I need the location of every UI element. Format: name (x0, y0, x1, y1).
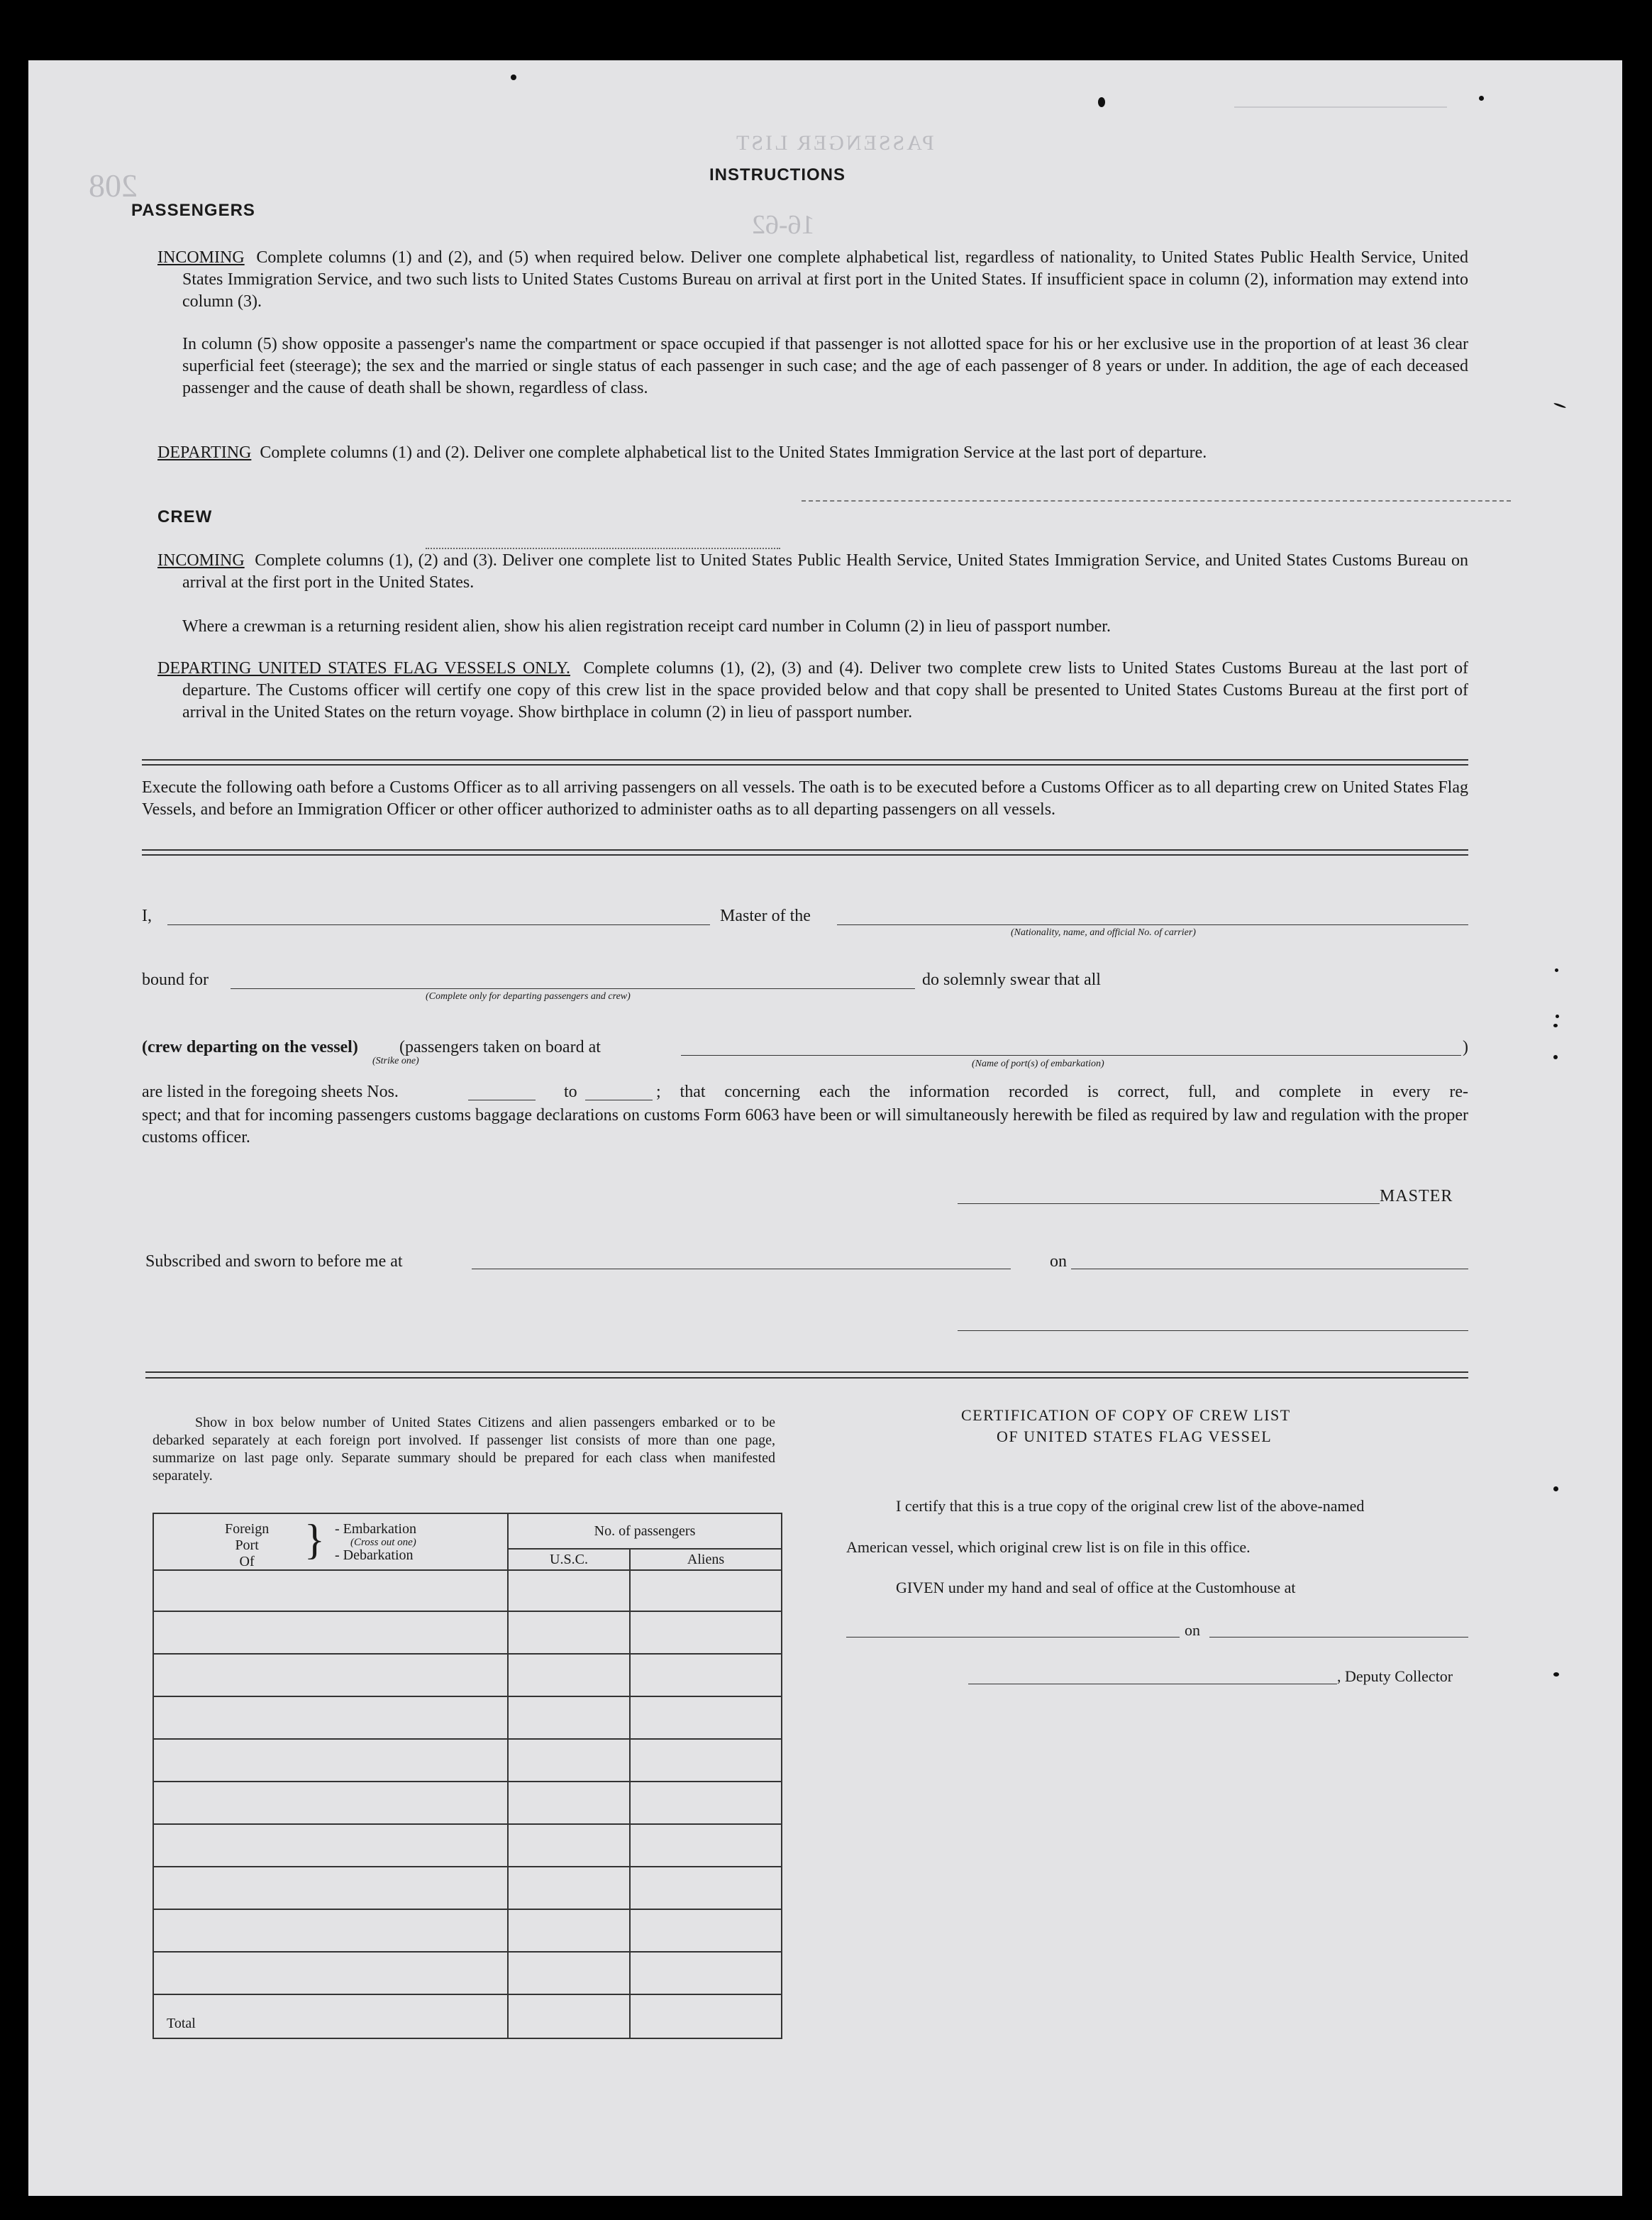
crew-resident-text: Where a crewman is a returning resident alien, show his alien registration receipt card number in Column (2) in lieu of passport number. (182, 617, 1111, 636)
customhouse-place-field[interactable] (846, 1637, 1180, 1638)
master-label: MASTER (1380, 1187, 1453, 1205)
usc-cell[interactable] (508, 1909, 630, 1952)
carrier-caption: (Nationality, name, and official No. of carrier) (1011, 927, 1196, 938)
cross-out-caption: (Cross out one) (350, 1537, 416, 1548)
no-passengers-header: No. of passengers (508, 1513, 782, 1549)
officer-signature-field[interactable] (958, 1330, 1468, 1331)
usc-cell[interactable] (508, 1611, 630, 1654)
bleed-through-number: 208 (89, 167, 138, 204)
crew-incoming-label: INCOMING (157, 551, 245, 570)
deputy-collector-label: , Deputy Collector (1337, 1667, 1453, 1685)
strike-one-caption: (Strike one) (372, 1056, 419, 1066)
speck-icon (1479, 96, 1484, 101)
bound-for-label: bound for (142, 971, 209, 989)
aliens-cell[interactable] (630, 1696, 782, 1739)
oath-intro-text: Execute the following oath before a Customs Officer as to all arriving passengers on all vessels. The oath is to be executed before a Customs Officer as to all departing crew on United States Flag Vessels, and before an Immigration Officer or other officer authorized to administer oaths as to all departing passengers on all vessels. (142, 778, 1468, 819)
speck-icon (511, 74, 516, 80)
brace-icon: } (304, 1516, 325, 1563)
listed-to-text: to (564, 1083, 577, 1101)
foreign-port-header (153, 1513, 508, 1570)
subscribed-on-label: on (1050, 1252, 1067, 1271)
given-line: GIVEN under my hand and seal of office at the Customhouse at (896, 1579, 1296, 1596)
passenger-summary-table (153, 1513, 782, 2039)
port-cell[interactable] (153, 1611, 508, 1654)
certify-line2: American vessel, which original crew list is on file in this office. (846, 1538, 1251, 1556)
section-divider (142, 849, 1468, 856)
embarkation-option: - Embarkation (335, 1521, 416, 1537)
certification-title-line1: CERTIFICATION OF COPY OF CREW LIST (961, 1406, 1291, 1424)
swear-text: do solemnly swear that all (922, 971, 1101, 989)
passengers-incoming-text: Complete columns (1) and (2), and (5) when required below. Deliver one complete alphabetical list, regardless of nationality, to United States Public Health Service, United States Immigration Service, and two such lists to United States Customs Bureau on arrival at first port in the United States. If insufficient space in column (2), information may extend into column (3). (182, 248, 1468, 311)
bleed-through-dotted-line (426, 548, 780, 549)
port-cell[interactable] (153, 1739, 508, 1782)
crew-departing-paragraph (157, 658, 1468, 724)
certification-date-field[interactable] (1209, 1637, 1468, 1638)
listed-rest-text: spect; and that for incoming passengers customs baggage declarations on customs Form 6063 have been or will simultaneously herewith be filed as required by law and regulation with the proper customs officer. (142, 1106, 1468, 1147)
crew-departing-block (157, 658, 1468, 724)
port-cell[interactable] (153, 1824, 508, 1867)
usc-cell[interactable] (508, 1654, 630, 1696)
passengers-departing-paragraph (157, 442, 1468, 464)
passengers-departing-label: DEPARTING (157, 443, 252, 462)
crew-incoming-paragraph (157, 550, 1468, 594)
crew-incoming-block (157, 550, 1468, 594)
bound-for-field[interactable] (231, 988, 915, 989)
aliens-cell[interactable] (630, 1739, 782, 1782)
section-divider (142, 759, 1468, 766)
port-cell[interactable] (153, 1696, 508, 1739)
usc-cell[interactable] (508, 1696, 630, 1739)
section-divider (145, 1371, 1468, 1379)
listed-correct-text: ; that concerning each the information recorded is correct, full, and complete in every re- (656, 1083, 1468, 1101)
speck-icon (1553, 1672, 1559, 1677)
usc-cell[interactable] (508, 1782, 630, 1824)
foreign-label: Foreign (225, 1521, 270, 1537)
speck-icon (1553, 402, 1566, 409)
bleed-through-stamp-icon (1234, 106, 1447, 165)
embark-debark-options (335, 1521, 416, 1564)
total-usc-cell[interactable] (508, 1994, 630, 2038)
usc-cell[interactable] (508, 1824, 630, 1867)
speck-icon (1553, 1055, 1558, 1059)
crew-departing-label: DEPARTING UNITED STATES FLAG VESSELS ONLY. (157, 659, 570, 678)
passengers-departing-block (157, 442, 1468, 464)
bleed-through-title: PASSENGER LIST (734, 131, 934, 155)
debarkation-option: - Debarkation (335, 1547, 414, 1563)
passengers-incoming-label: INCOMING (157, 248, 245, 267)
carrier-field[interactable] (837, 924, 1468, 925)
port-cell[interactable] (153, 1654, 508, 1696)
port-cell[interactable] (153, 1952, 508, 1994)
usc-cell[interactable] (508, 1570, 630, 1611)
document-page (28, 60, 1622, 2196)
master-name-field[interactable] (167, 924, 710, 925)
master-signature-field[interactable] (958, 1203, 1380, 1204)
bound-for-caption: (Complete only for departing passengers and crew) (426, 991, 631, 1002)
oath-i-label: I, (142, 907, 152, 925)
summary-instructions-block (153, 1414, 775, 1485)
port-of-embarkation-field[interactable] (681, 1055, 1461, 1056)
port-cell[interactable] (153, 1867, 508, 1909)
aliens-cell[interactable] (630, 1952, 782, 1994)
aliens-cell[interactable] (630, 1654, 782, 1696)
aliens-header: Aliens (630, 1549, 782, 1570)
crew-incoming-text: Complete columns (1), (2) and (3). Deliver one complete list to United States Public Health Service, United States Immigration Service, and United States Customs Bureau on arrival at the first port in the United States. (182, 551, 1468, 592)
subscribed-label: Subscribed and sworn to before me at (145, 1252, 403, 1271)
passengers-departing-text: Complete columns (1) and (2). Deliver one complete alphabetical list to the United States Immigration Service at the last port of departure. (260, 443, 1207, 462)
page-title: INSTRUCTIONS (709, 165, 846, 184)
certify-line1: I certify that this is a true copy of the original crew list of the above-named (896, 1497, 1365, 1515)
total-aliens-cell[interactable] (630, 1994, 782, 2038)
passengers-column5-text: In column (5) show opposite a passenger's name the compartment or space occupied if that passenger is not allotted space for his or her exclusive use in the proportion of at least 36 clear superficial feet (steerage); the sex and the married or single status of each passenger in such case; and the age of each passenger of 8 years or under. In addition, the age of each deceased passenger and the cause of death shall be shown, regardless of class. (182, 335, 1468, 397)
certification-title-line2: OF UNITED STATES FLAG VESSEL (997, 1427, 1273, 1445)
crew-resident-block (182, 616, 1468, 638)
aliens-cell[interactable] (630, 1782, 782, 1824)
aliens-cell[interactable] (630, 1824, 782, 1867)
bleed-through-mid-number: 16-62 (752, 210, 815, 240)
listed-sheets-text: are listed in the foregoing sheets Nos. (142, 1083, 399, 1101)
port-cell[interactable] (153, 1909, 508, 1952)
port-caption: (Name of port(s) of embarkation) (972, 1059, 1104, 1069)
passengers-heading: PASSENGERS (131, 201, 255, 220)
speck-icon (1555, 968, 1558, 972)
aliens-cell[interactable] (630, 1570, 782, 1611)
speck-icon (1553, 1486, 1558, 1491)
passengers-incoming-block (157, 247, 1468, 313)
total-label: Total (167, 2016, 196, 2031)
passengers-incoming-paragraph (157, 247, 1468, 313)
master-of-the-label: Master of the (720, 907, 811, 925)
port-cell[interactable] (153, 1782, 508, 1824)
certification-on-label: on (1185, 1621, 1200, 1639)
listed-rest-block (142, 1105, 1468, 1149)
usc-cell[interactable] (508, 1739, 630, 1782)
foreign-port-of-label (225, 1521, 269, 1570)
crew-departing-text: Complete columns (1), (2), (3) and (4). Deliver two complete crew lists to United States Customs Bureau at the last port of departure. The Customs officer will certify one copy of this crew list in the space provided below and that copy shall be presented to United States Customs Bureau at the first port of arrival in the United States on the return voyage. Show birthplace in column (2) in lieu of passport number. (182, 659, 1468, 722)
close-paren: ) (1463, 1038, 1468, 1056)
passengers-taken-option: (passengers taken on board at (399, 1038, 601, 1056)
speck-icon (1098, 97, 1105, 107)
summary-instructions-text: Show in box below number of United States Citizens and alien passengers embarked or to be debarked separately at each foreign port involved. If passenger list consists of more than one page, summarize on last page only. Separate summary should be prepared for each class when manifested separately. (153, 1415, 775, 1484)
usc-cell[interactable] (508, 1867, 630, 1909)
passengers-column5-block (182, 333, 1468, 399)
speck-icon (1553, 1024, 1558, 1027)
crew-heading: CREW (157, 507, 213, 526)
aliens-cell[interactable] (630, 1867, 782, 1909)
total-label-cell (153, 1994, 508, 2038)
oath-intro-block (142, 777, 1468, 821)
bleed-through-dashed-line (802, 500, 1511, 502)
port-label: Port (235, 1537, 259, 1553)
aliens-cell[interactable] (630, 1909, 782, 1952)
usc-cell[interactable] (508, 1952, 630, 1994)
speck-icon (1556, 1015, 1559, 1018)
aliens-cell[interactable] (630, 1611, 782, 1654)
crew-departing-option: (crew departing on the vessel) (142, 1038, 358, 1056)
port-cell[interactable] (153, 1570, 508, 1611)
of-label: Of (239, 1554, 255, 1569)
usc-header: U.S.C. (508, 1549, 630, 1570)
